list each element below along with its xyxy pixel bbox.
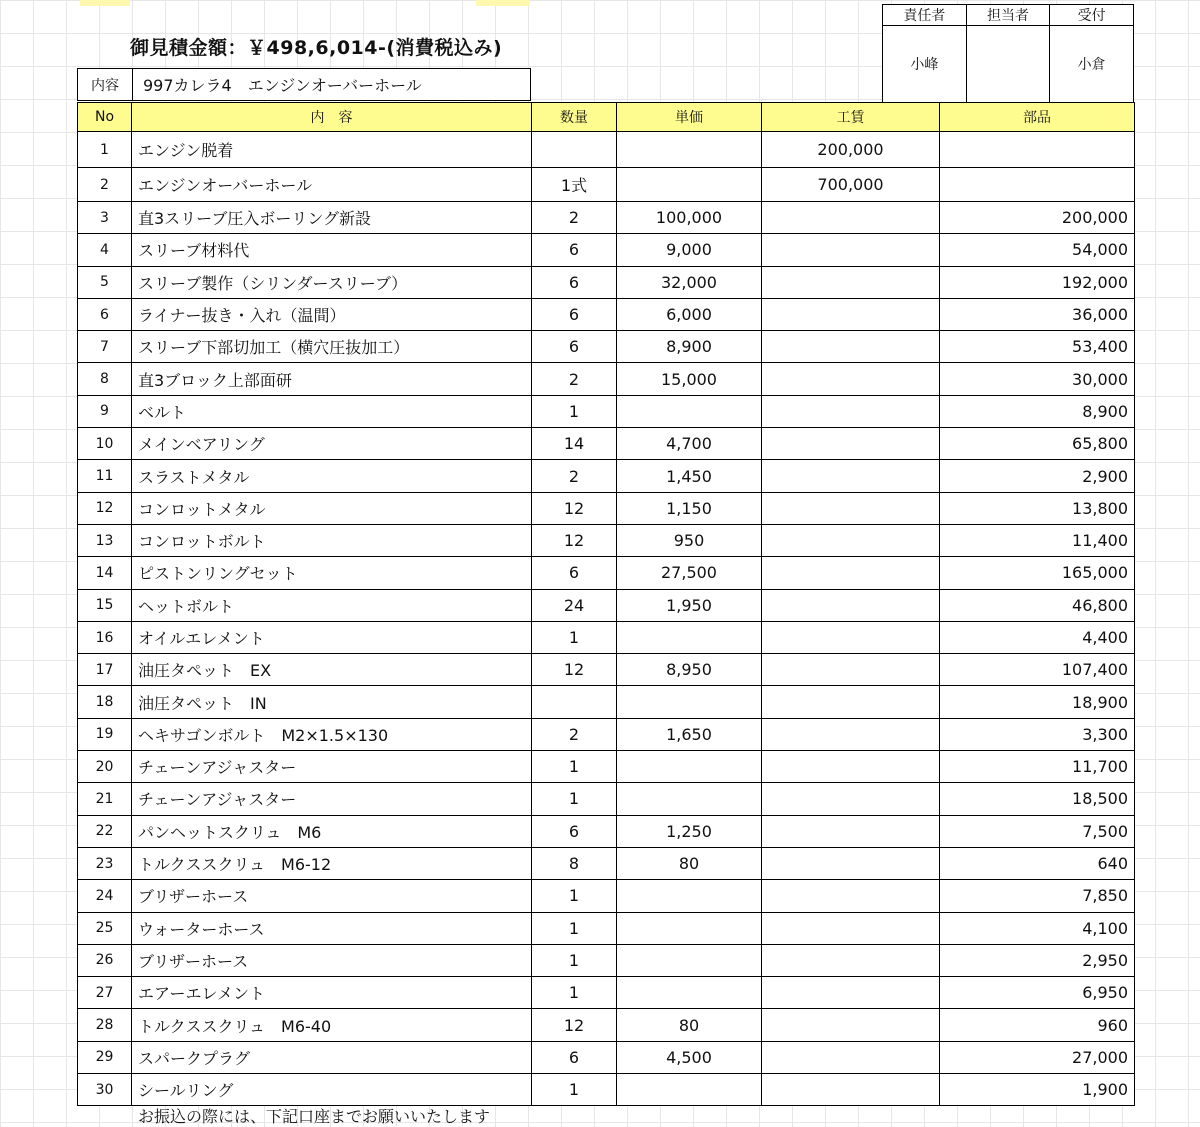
table-row bbox=[78, 1009, 1135, 1041]
row-no: 1 bbox=[78, 132, 132, 168]
row-no: 14 bbox=[78, 557, 132, 589]
row-parts: 1,900 bbox=[940, 1074, 1135, 1106]
header-item: 内 容 bbox=[132, 103, 532, 132]
table-row bbox=[78, 395, 1135, 427]
row-unit-price: 80 bbox=[617, 847, 762, 879]
row-parts: 46,800 bbox=[940, 589, 1135, 621]
row-no: 20 bbox=[78, 751, 132, 783]
table-row bbox=[78, 460, 1135, 492]
table-row bbox=[78, 654, 1135, 686]
row-parts: 6,950 bbox=[940, 977, 1135, 1009]
table-row bbox=[78, 202, 1135, 234]
row-no: 10 bbox=[78, 428, 132, 460]
row-item: ベルト bbox=[132, 395, 532, 427]
row-unit-price: 100,000 bbox=[617, 202, 762, 234]
row-quantity: 1 bbox=[532, 912, 617, 944]
row-unit-price: 1,150 bbox=[617, 492, 762, 524]
row-parts: 4,400 bbox=[940, 621, 1135, 653]
row-unit-price: 1,950 bbox=[617, 589, 762, 621]
row-parts: 30,000 bbox=[940, 363, 1135, 395]
row-labor bbox=[762, 1041, 940, 1073]
row-item: メインベアリング bbox=[132, 428, 532, 460]
row-item: パンヘットスクリュ M6 bbox=[132, 815, 532, 847]
row-no: 17 bbox=[78, 654, 132, 686]
row-item: スリーブ材料代 bbox=[132, 234, 532, 266]
row-item: コンロットメタル bbox=[132, 492, 532, 524]
row-unit-price: 80 bbox=[617, 1009, 762, 1041]
row-no: 18 bbox=[78, 686, 132, 718]
row-quantity: 1 bbox=[532, 395, 617, 427]
row-labor bbox=[762, 686, 940, 718]
row-labor bbox=[762, 815, 940, 847]
row-unit-price bbox=[617, 132, 762, 168]
row-labor bbox=[762, 912, 940, 944]
table-row bbox=[78, 783, 1135, 815]
row-unit-price: 27,500 bbox=[617, 557, 762, 589]
row-item: スラストメタル bbox=[132, 460, 532, 492]
row-labor bbox=[762, 331, 940, 363]
row-item: チェーンアジャスター bbox=[132, 751, 532, 783]
row-parts: 2,900 bbox=[940, 460, 1135, 492]
table-row bbox=[78, 589, 1135, 621]
row-no: 5 bbox=[78, 266, 132, 298]
row-unit-price: 8,900 bbox=[617, 331, 762, 363]
row-no: 11 bbox=[78, 460, 132, 492]
row-unit-price bbox=[617, 880, 762, 912]
row-quantity: 6 bbox=[532, 298, 617, 330]
row-no: 16 bbox=[78, 621, 132, 653]
row-labor bbox=[762, 266, 940, 298]
row-unit-price bbox=[617, 168, 762, 202]
row-quantity: 1 bbox=[532, 1074, 617, 1106]
row-unit-price bbox=[617, 395, 762, 427]
row-no: 28 bbox=[78, 1009, 132, 1041]
table-row bbox=[78, 1041, 1135, 1073]
approval-header-staff: 担当者 bbox=[966, 5, 1050, 26]
row-item: ブリザーホース bbox=[132, 944, 532, 976]
estimate-total-title: 御見積金額：￥498,6,014-(消費税込み) bbox=[130, 37, 503, 59]
row-labor bbox=[762, 718, 940, 750]
row-labor bbox=[762, 751, 940, 783]
row-quantity: 6 bbox=[532, 1041, 617, 1073]
row-item: トルクススクリュ M6-12 bbox=[132, 847, 532, 879]
row-labor bbox=[762, 654, 940, 686]
row-quantity: 1 bbox=[532, 751, 617, 783]
row-unit-price bbox=[617, 621, 762, 653]
row-parts bbox=[940, 168, 1135, 202]
row-quantity: 12 bbox=[532, 492, 617, 524]
row-no: 3 bbox=[78, 202, 132, 234]
approval-stamp-box bbox=[882, 4, 1134, 103]
row-unit-price bbox=[617, 1074, 762, 1106]
row-unit-price: 1,650 bbox=[617, 718, 762, 750]
row-unit-price: 1,250 bbox=[617, 815, 762, 847]
row-no: 22 bbox=[78, 815, 132, 847]
row-no: 26 bbox=[78, 944, 132, 976]
row-parts: 11,700 bbox=[940, 751, 1135, 783]
approval-name-manager: 小峰 bbox=[883, 26, 967, 103]
row-unit-price bbox=[617, 686, 762, 718]
estimate-table bbox=[77, 102, 1135, 1106]
header-no: No bbox=[78, 103, 132, 132]
row-labor bbox=[762, 395, 940, 427]
row-item: エンジン脱着 bbox=[132, 132, 532, 168]
row-quantity: 6 bbox=[532, 557, 617, 589]
row-labor: 200,000 bbox=[762, 132, 940, 168]
row-parts: 960 bbox=[940, 1009, 1135, 1041]
row-item: エンジンオーバーホール bbox=[132, 168, 532, 202]
row-labor bbox=[762, 783, 940, 815]
subject-label: 内容 bbox=[78, 69, 133, 101]
row-labor bbox=[762, 492, 940, 524]
row-quantity: 1式 bbox=[532, 168, 617, 202]
row-unit-price bbox=[617, 977, 762, 1009]
row-unit-price: 15,000 bbox=[617, 363, 762, 395]
row-parts: 54,000 bbox=[940, 234, 1135, 266]
row-quantity: 6 bbox=[532, 234, 617, 266]
table-row bbox=[78, 492, 1135, 524]
row-quantity: 1 bbox=[532, 880, 617, 912]
row-unit-price bbox=[617, 912, 762, 944]
row-parts: 8,900 bbox=[940, 395, 1135, 427]
row-quantity: 6 bbox=[532, 815, 617, 847]
row-unit-price: 6,000 bbox=[617, 298, 762, 330]
table-row bbox=[78, 331, 1135, 363]
row-no: 15 bbox=[78, 589, 132, 621]
approval-header-reception: 受付 bbox=[1050, 5, 1134, 26]
highlight-band bbox=[80, 0, 130, 6]
table-row bbox=[78, 847, 1135, 879]
row-no: 19 bbox=[78, 718, 132, 750]
row-parts: 13,800 bbox=[940, 492, 1135, 524]
row-labor bbox=[762, 234, 940, 266]
subject-value: 997カレラ4 エンジンオーバーホール bbox=[133, 69, 531, 101]
approval-name-staff bbox=[966, 26, 1050, 103]
row-quantity bbox=[532, 686, 617, 718]
row-labor bbox=[762, 428, 940, 460]
approval-header-manager: 責任者 bbox=[883, 5, 967, 26]
row-no: 6 bbox=[78, 298, 132, 330]
row-labor bbox=[762, 460, 940, 492]
row-quantity: 1 bbox=[532, 783, 617, 815]
row-parts: 107,400 bbox=[940, 654, 1135, 686]
row-quantity: 24 bbox=[532, 589, 617, 621]
row-item: ウォーターホース bbox=[132, 912, 532, 944]
row-item: 油圧タペット IN bbox=[132, 686, 532, 718]
row-unit-price bbox=[617, 944, 762, 976]
row-quantity: 6 bbox=[532, 266, 617, 298]
row-unit-price: 8,950 bbox=[617, 654, 762, 686]
row-labor bbox=[762, 944, 940, 976]
table-row bbox=[78, 428, 1135, 460]
row-no: 25 bbox=[78, 912, 132, 944]
row-unit-price bbox=[617, 783, 762, 815]
row-quantity: 14 bbox=[532, 428, 617, 460]
row-no: 24 bbox=[78, 880, 132, 912]
table-row bbox=[78, 557, 1135, 589]
row-labor bbox=[762, 589, 940, 621]
table-row bbox=[78, 686, 1135, 718]
table-row bbox=[78, 880, 1135, 912]
table-row bbox=[78, 1074, 1135, 1106]
row-labor bbox=[762, 1074, 940, 1106]
row-item: ピストンリングセット bbox=[132, 557, 532, 589]
row-item: ヘキサゴンボルト M2×1.5×130 bbox=[132, 718, 532, 750]
row-labor bbox=[762, 1009, 940, 1041]
row-unit-price: 4,500 bbox=[617, 1041, 762, 1073]
row-no: 7 bbox=[78, 331, 132, 363]
table-row bbox=[78, 298, 1135, 330]
row-no: 12 bbox=[78, 492, 132, 524]
row-quantity: 12 bbox=[532, 654, 617, 686]
subject-row bbox=[77, 68, 531, 101]
table-row bbox=[78, 363, 1135, 395]
row-labor bbox=[762, 202, 940, 234]
table-row bbox=[78, 815, 1135, 847]
row-labor bbox=[762, 557, 940, 589]
header-quantity: 数量 bbox=[532, 103, 617, 132]
table-row bbox=[78, 977, 1135, 1009]
row-item: コンロットボルト bbox=[132, 524, 532, 556]
row-parts: 192,000 bbox=[940, 266, 1135, 298]
row-quantity: 1 bbox=[532, 621, 617, 653]
table-row bbox=[78, 266, 1135, 298]
row-item: ブリザーホース bbox=[132, 880, 532, 912]
row-no: 27 bbox=[78, 977, 132, 1009]
table-row bbox=[78, 524, 1135, 556]
row-quantity: 6 bbox=[532, 331, 617, 363]
highlight-band bbox=[476, 0, 530, 6]
row-unit-price bbox=[617, 751, 762, 783]
row-item: 直3ブロック上部面研 bbox=[132, 363, 532, 395]
row-item: スリーブ下部切加工（横穴圧抜加工） bbox=[132, 331, 532, 363]
row-labor bbox=[762, 524, 940, 556]
row-item: スパークプラグ bbox=[132, 1041, 532, 1073]
row-unit-price: 4,700 bbox=[617, 428, 762, 460]
table-row bbox=[78, 912, 1135, 944]
row-no: 8 bbox=[78, 363, 132, 395]
table-row bbox=[78, 944, 1135, 976]
row-item: エアーエレメント bbox=[132, 977, 532, 1009]
payment-note: お振込の際には、下記口座までお願いいたします bbox=[138, 1107, 491, 1126]
row-parts: 2,950 bbox=[940, 944, 1135, 976]
row-labor bbox=[762, 880, 940, 912]
row-no: 30 bbox=[78, 1074, 132, 1106]
row-item: スリーブ製作（シリンダースリーブ） bbox=[132, 266, 532, 298]
row-unit-price: 9,000 bbox=[617, 234, 762, 266]
row-unit-price: 950 bbox=[617, 524, 762, 556]
row-quantity bbox=[532, 132, 617, 168]
row-quantity: 2 bbox=[532, 718, 617, 750]
row-labor: 700,000 bbox=[762, 168, 940, 202]
row-item: オイルエレメント bbox=[132, 621, 532, 653]
header-labor: 工賃 bbox=[762, 103, 940, 132]
row-labor bbox=[762, 298, 940, 330]
row-parts: 18,500 bbox=[940, 783, 1135, 815]
row-no: 4 bbox=[78, 234, 132, 266]
row-parts: 165,000 bbox=[940, 557, 1135, 589]
row-parts: 7,500 bbox=[940, 815, 1135, 847]
row-quantity: 2 bbox=[532, 363, 617, 395]
row-quantity: 12 bbox=[532, 1009, 617, 1041]
row-no: 23 bbox=[78, 847, 132, 879]
table-row bbox=[78, 751, 1135, 783]
row-parts: 200,000 bbox=[940, 202, 1135, 234]
row-no: 2 bbox=[78, 168, 132, 202]
row-parts: 65,800 bbox=[940, 428, 1135, 460]
row-quantity: 2 bbox=[532, 460, 617, 492]
row-quantity: 1 bbox=[532, 944, 617, 976]
row-parts: 7,850 bbox=[940, 880, 1135, 912]
row-unit-price: 32,000 bbox=[617, 266, 762, 298]
row-labor bbox=[762, 363, 940, 395]
row-parts: 640 bbox=[940, 847, 1135, 879]
row-parts: 4,100 bbox=[940, 912, 1135, 944]
row-no: 9 bbox=[78, 395, 132, 427]
table-row bbox=[78, 132, 1135, 168]
table-row bbox=[78, 234, 1135, 266]
row-no: 21 bbox=[78, 783, 132, 815]
row-item: ヘットボルト bbox=[132, 589, 532, 621]
row-item: 直3スリーブ圧入ボーリング新設 bbox=[132, 202, 532, 234]
row-unit-price: 1,450 bbox=[617, 460, 762, 492]
row-quantity: 1 bbox=[532, 977, 617, 1009]
row-labor bbox=[762, 847, 940, 879]
approval-name-reception: 小倉 bbox=[1050, 26, 1134, 103]
row-item: チェーンアジャスター bbox=[132, 783, 532, 815]
row-parts: 53,400 bbox=[940, 331, 1135, 363]
header-parts: 部品 bbox=[940, 103, 1135, 132]
row-parts: 27,000 bbox=[940, 1041, 1135, 1073]
row-no: 13 bbox=[78, 524, 132, 556]
table-row bbox=[78, 168, 1135, 202]
row-item: トルクススクリュ M6-40 bbox=[132, 1009, 532, 1041]
row-item: 油圧タペット EX bbox=[132, 654, 532, 686]
row-parts: 3,300 bbox=[940, 718, 1135, 750]
row-parts: 11,400 bbox=[940, 524, 1135, 556]
row-quantity: 2 bbox=[532, 202, 617, 234]
header-unit-price: 単価 bbox=[617, 103, 762, 132]
table-row bbox=[78, 718, 1135, 750]
row-quantity: 8 bbox=[532, 847, 617, 879]
row-item: シールリング bbox=[132, 1074, 532, 1106]
row-labor bbox=[762, 977, 940, 1009]
row-parts: 36,000 bbox=[940, 298, 1135, 330]
table-row bbox=[78, 621, 1135, 653]
row-no: 29 bbox=[78, 1041, 132, 1073]
row-labor bbox=[762, 621, 940, 653]
row-item: ライナー抜き・入れ（温間） bbox=[132, 298, 532, 330]
row-parts: 18,900 bbox=[940, 686, 1135, 718]
row-quantity: 12 bbox=[532, 524, 617, 556]
row-parts bbox=[940, 132, 1135, 168]
